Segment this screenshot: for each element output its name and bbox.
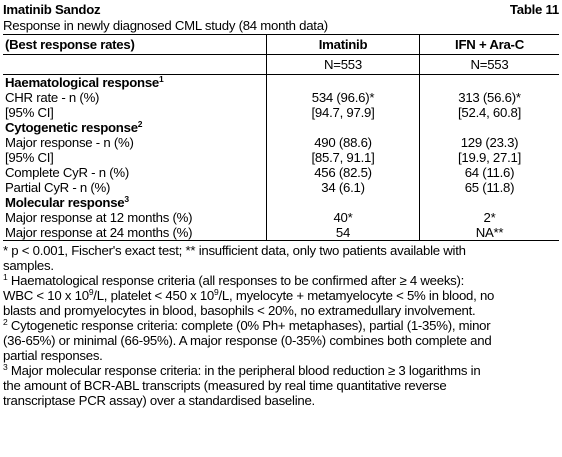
cell-ifn: 129 (23.3) — [420, 135, 560, 150]
row-label: Complete CyR - n (%) — [5, 165, 129, 180]
table-row — [3, 105, 559, 120]
table-row — [3, 150, 559, 165]
row-label: Partial CyR - n (%) — [5, 180, 111, 195]
drug-title: Imatinib Sandoz — [3, 2, 101, 17]
cell-ifn: 2* — [420, 210, 560, 225]
column-header-imatinib: Imatinib — [267, 35, 420, 55]
section-title: Cytogenetic response$^2$ — [5, 119, 143, 135]
cell-ifn: NA** — [420, 225, 560, 241]
row-label: CHR rate - n (%) — [5, 90, 100, 105]
table-subtitle: Response in newly diagnosed CML study (84 month data) — [3, 18, 328, 33]
sample-size-imatinib: N=553 — [267, 55, 420, 75]
response-table — [3, 34, 559, 241]
document-header — [3, 2, 559, 18]
section-row-haematological — [3, 75, 559, 91]
section-title: Molecular response$^3$ — [5, 194, 129, 210]
footnote-cytogenetic-criteria: $^2$ Cytogenetic response criteria: complete (0% Ph+ metaphases), partial (1-35%), minor (36-65%) or minimal (66-95%). A major response (0-35%) combines both complete and partial responses. — [3, 317, 492, 363]
sample-size-ifn: N=553 — [420, 55, 560, 75]
cell-imatinib: 534 (96.6)* — [267, 90, 420, 105]
footnote-molecular-criteria: $^3$ Major molecular response criteria: in the peripheral blood reduction ≥ 3 logarithms in the amount of BCR-ABL transcripts (measured by real time quantitative reverse transcriptase PCR assay) over a standardised baseline. — [3, 362, 481, 408]
cell-ifn: 65 (11.8) — [420, 180, 560, 195]
section-row-cytogenetic — [3, 120, 559, 135]
table-row — [3, 135, 559, 150]
cell-imatinib: 490 (88.6) — [267, 135, 420, 150]
cell-imatinib: 456 (82.5) — [267, 165, 420, 180]
row-label: Major response at 24 months (%) — [5, 225, 193, 240]
cell-imatinib: [94.7, 97.9] — [267, 105, 420, 120]
row-label: Major response - n (%) — [5, 135, 134, 150]
cell-ifn: [52.4, 60.8] — [420, 105, 560, 120]
empty-cell — [3, 55, 267, 75]
row-label: [95% CI] — [5, 150, 54, 165]
cell-imatinib: [85.7, 91.1] — [267, 150, 420, 165]
column-header-ifn: IFN + Ara-C — [420, 35, 560, 55]
cell-ifn: [19.9, 27.1] — [420, 150, 560, 165]
footnote-haematological-criteria: $^1$ Haematological response criteria (all responses to be confirmed after ≥ 4 weeks): WBC < 10 x $10^9/L$, platelet < 450 x $10^9/L$, myelocyte + metamyelocyte < 5% in blood, no blasts and promyelocytes in blood, basophils < 20%, no extramedullary involvement. — [3, 272, 495, 318]
table-row — [3, 165, 559, 180]
table-header-row — [3, 35, 559, 55]
cell-ifn: 64 (11.6) — [420, 165, 560, 180]
cell-imatinib: 40* — [267, 210, 420, 225]
section-title: Haematological response$^1$ — [5, 74, 164, 90]
table-row — [3, 210, 559, 225]
row-label: [95% CI] — [5, 105, 54, 120]
cell-imatinib: 34 (6.1) — [267, 180, 420, 195]
cell-ifn: 313 (56.6)* — [420, 90, 560, 105]
column-header-label: (Best response rates) — [3, 35, 267, 55]
cell-imatinib: 54 — [267, 225, 420, 241]
table-row — [3, 90, 559, 105]
section-row-molecular — [3, 195, 559, 210]
row-label: Major response at 12 months (%) — [5, 210, 193, 225]
document — [3, 0, 559, 408]
sample-size-row — [3, 55, 559, 75]
footnote-significance: * p < 0.001, Fischer's exact test; ** insufficient data, only two patients available with samples. — [3, 243, 466, 273]
table-row — [3, 225, 559, 241]
footnotes — [3, 243, 559, 408]
table-number: Table 11 — [509, 2, 559, 17]
table-row — [3, 180, 559, 195]
